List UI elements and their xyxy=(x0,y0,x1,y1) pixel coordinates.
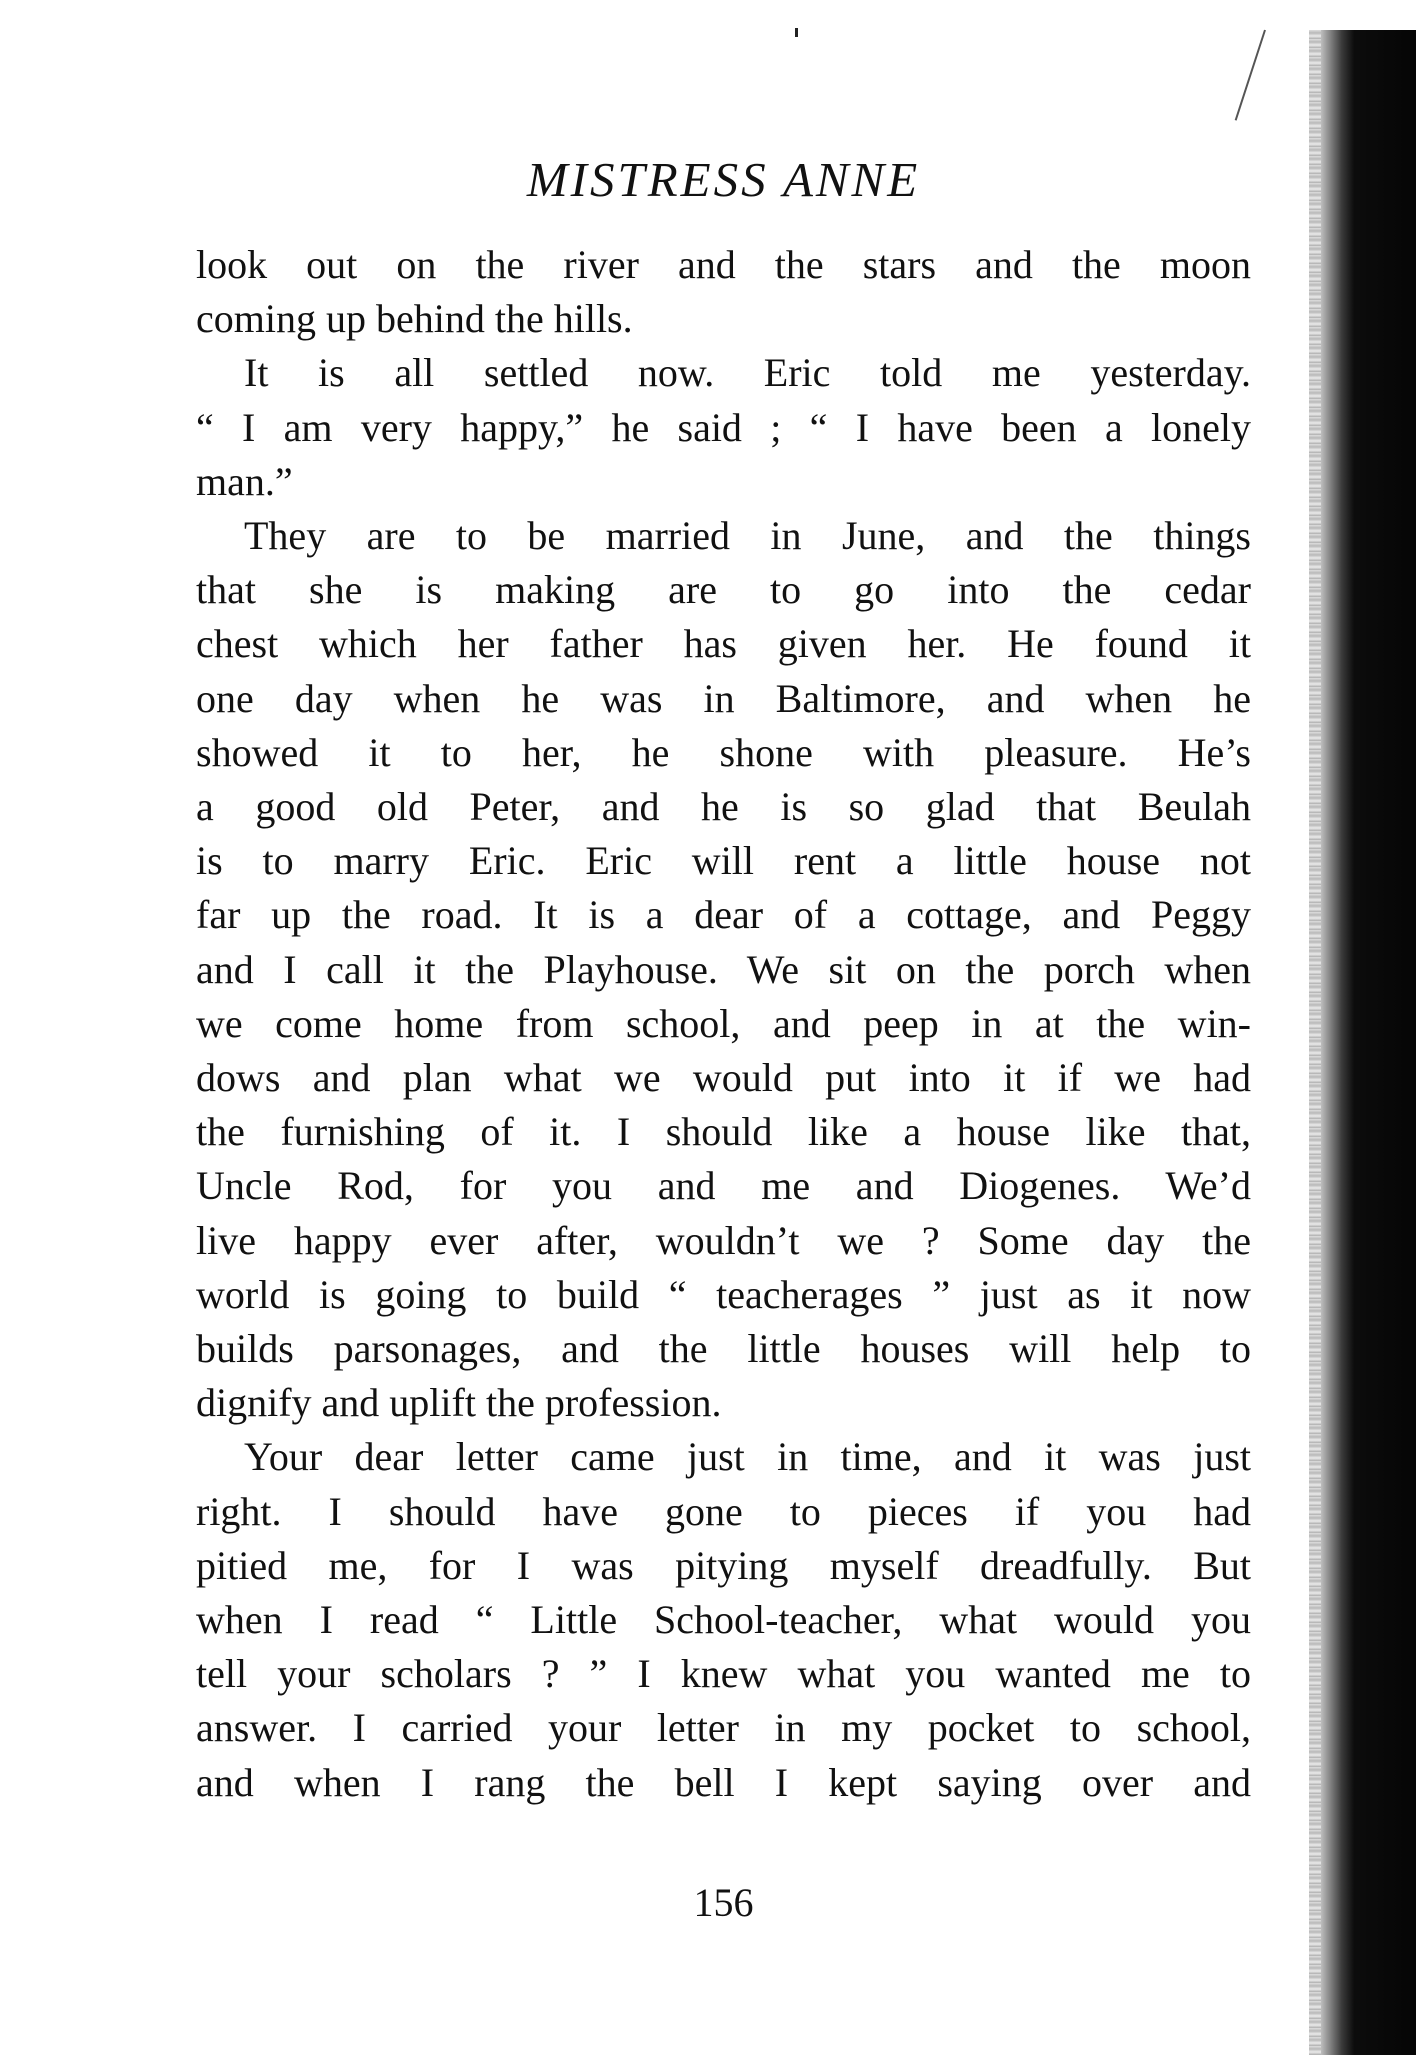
text-line: answer. I carried your letter in my pocket to school, xyxy=(196,1705,1251,1751)
text-line: live happy ever after, wouldn’t we ? Some day the xyxy=(196,1217,1251,1263)
text-line: and when I rang the bell I kept saying over and xyxy=(196,1759,1251,1805)
text-line: dows and plan what we would put into it if we had xyxy=(196,1055,1251,1101)
page-number: 156 xyxy=(693,1880,754,1925)
text-line: one day when he was in Baltimore, and when he xyxy=(196,675,1251,721)
gutter-mark xyxy=(1235,30,1266,121)
text-line: showed it to her, he shone with pleasure. He’s xyxy=(196,729,1251,775)
text-line: Your dear letter came just in time, and it was just xyxy=(244,1434,1251,1480)
text-line: is to marry Eric. Eric will rent a little house not xyxy=(196,838,1251,884)
text-line: chest which her father has given her. He found it xyxy=(196,621,1251,667)
text-line: They are to be married in June, and the things xyxy=(244,513,1251,559)
text-line: It is all settled now. Eric told me yesterday. xyxy=(244,350,1251,396)
text-line: we come home from school, and peep in at the win- xyxy=(196,1000,1251,1046)
text-line: right. I should have gone to pieces if you had xyxy=(196,1488,1251,1534)
text-line: tell your scholars ? ” I knew what you wanted me to xyxy=(196,1651,1251,1697)
paragraph xyxy=(196,509,1251,1430)
text-line: a good old Peter, and he is so glad that Beulah xyxy=(196,784,1251,830)
text-line: and I call it the Playhouse. We sit on the porch when xyxy=(196,946,1251,992)
paragraph xyxy=(196,238,1251,346)
text-line: coming up behind the hills. xyxy=(196,296,633,342)
body-text xyxy=(196,238,1251,1810)
running-head: MISTRESS ANNE xyxy=(526,152,921,207)
text-line: “ I am very happy,” he said ; “ I have been a lonely xyxy=(196,404,1251,450)
paragraph xyxy=(196,346,1251,509)
text-line: dignify and uplift the profession. xyxy=(196,1380,722,1426)
book-spine-shadow xyxy=(1321,30,1416,2055)
text-line: look out on the river and the stars and the moon xyxy=(196,242,1251,287)
text-line: that she is making are to go into the cedar xyxy=(196,567,1251,613)
text-line: pitied me, for I was pitying myself dreadfully. But xyxy=(196,1542,1251,1588)
text-line: world is going to build “ teacherages ” just as it now xyxy=(196,1271,1251,1317)
text-line: far up the road. It is a dear of a cottage, and Peggy xyxy=(196,892,1251,938)
paragraph xyxy=(196,1430,1251,1809)
text-line: builds parsonages, and the little houses will help to xyxy=(196,1326,1251,1372)
page-edge-shadow xyxy=(1309,30,1321,2055)
text-line: man.” xyxy=(196,458,293,504)
print-speck xyxy=(795,28,798,37)
text-line: Uncle Rod, for you and me and Diogenes. We’d xyxy=(196,1163,1251,1209)
text-line: the furnishing of it. I should like a house like that, xyxy=(196,1109,1251,1155)
text-line: when I read “ Little School-teacher, what would you xyxy=(196,1597,1251,1643)
